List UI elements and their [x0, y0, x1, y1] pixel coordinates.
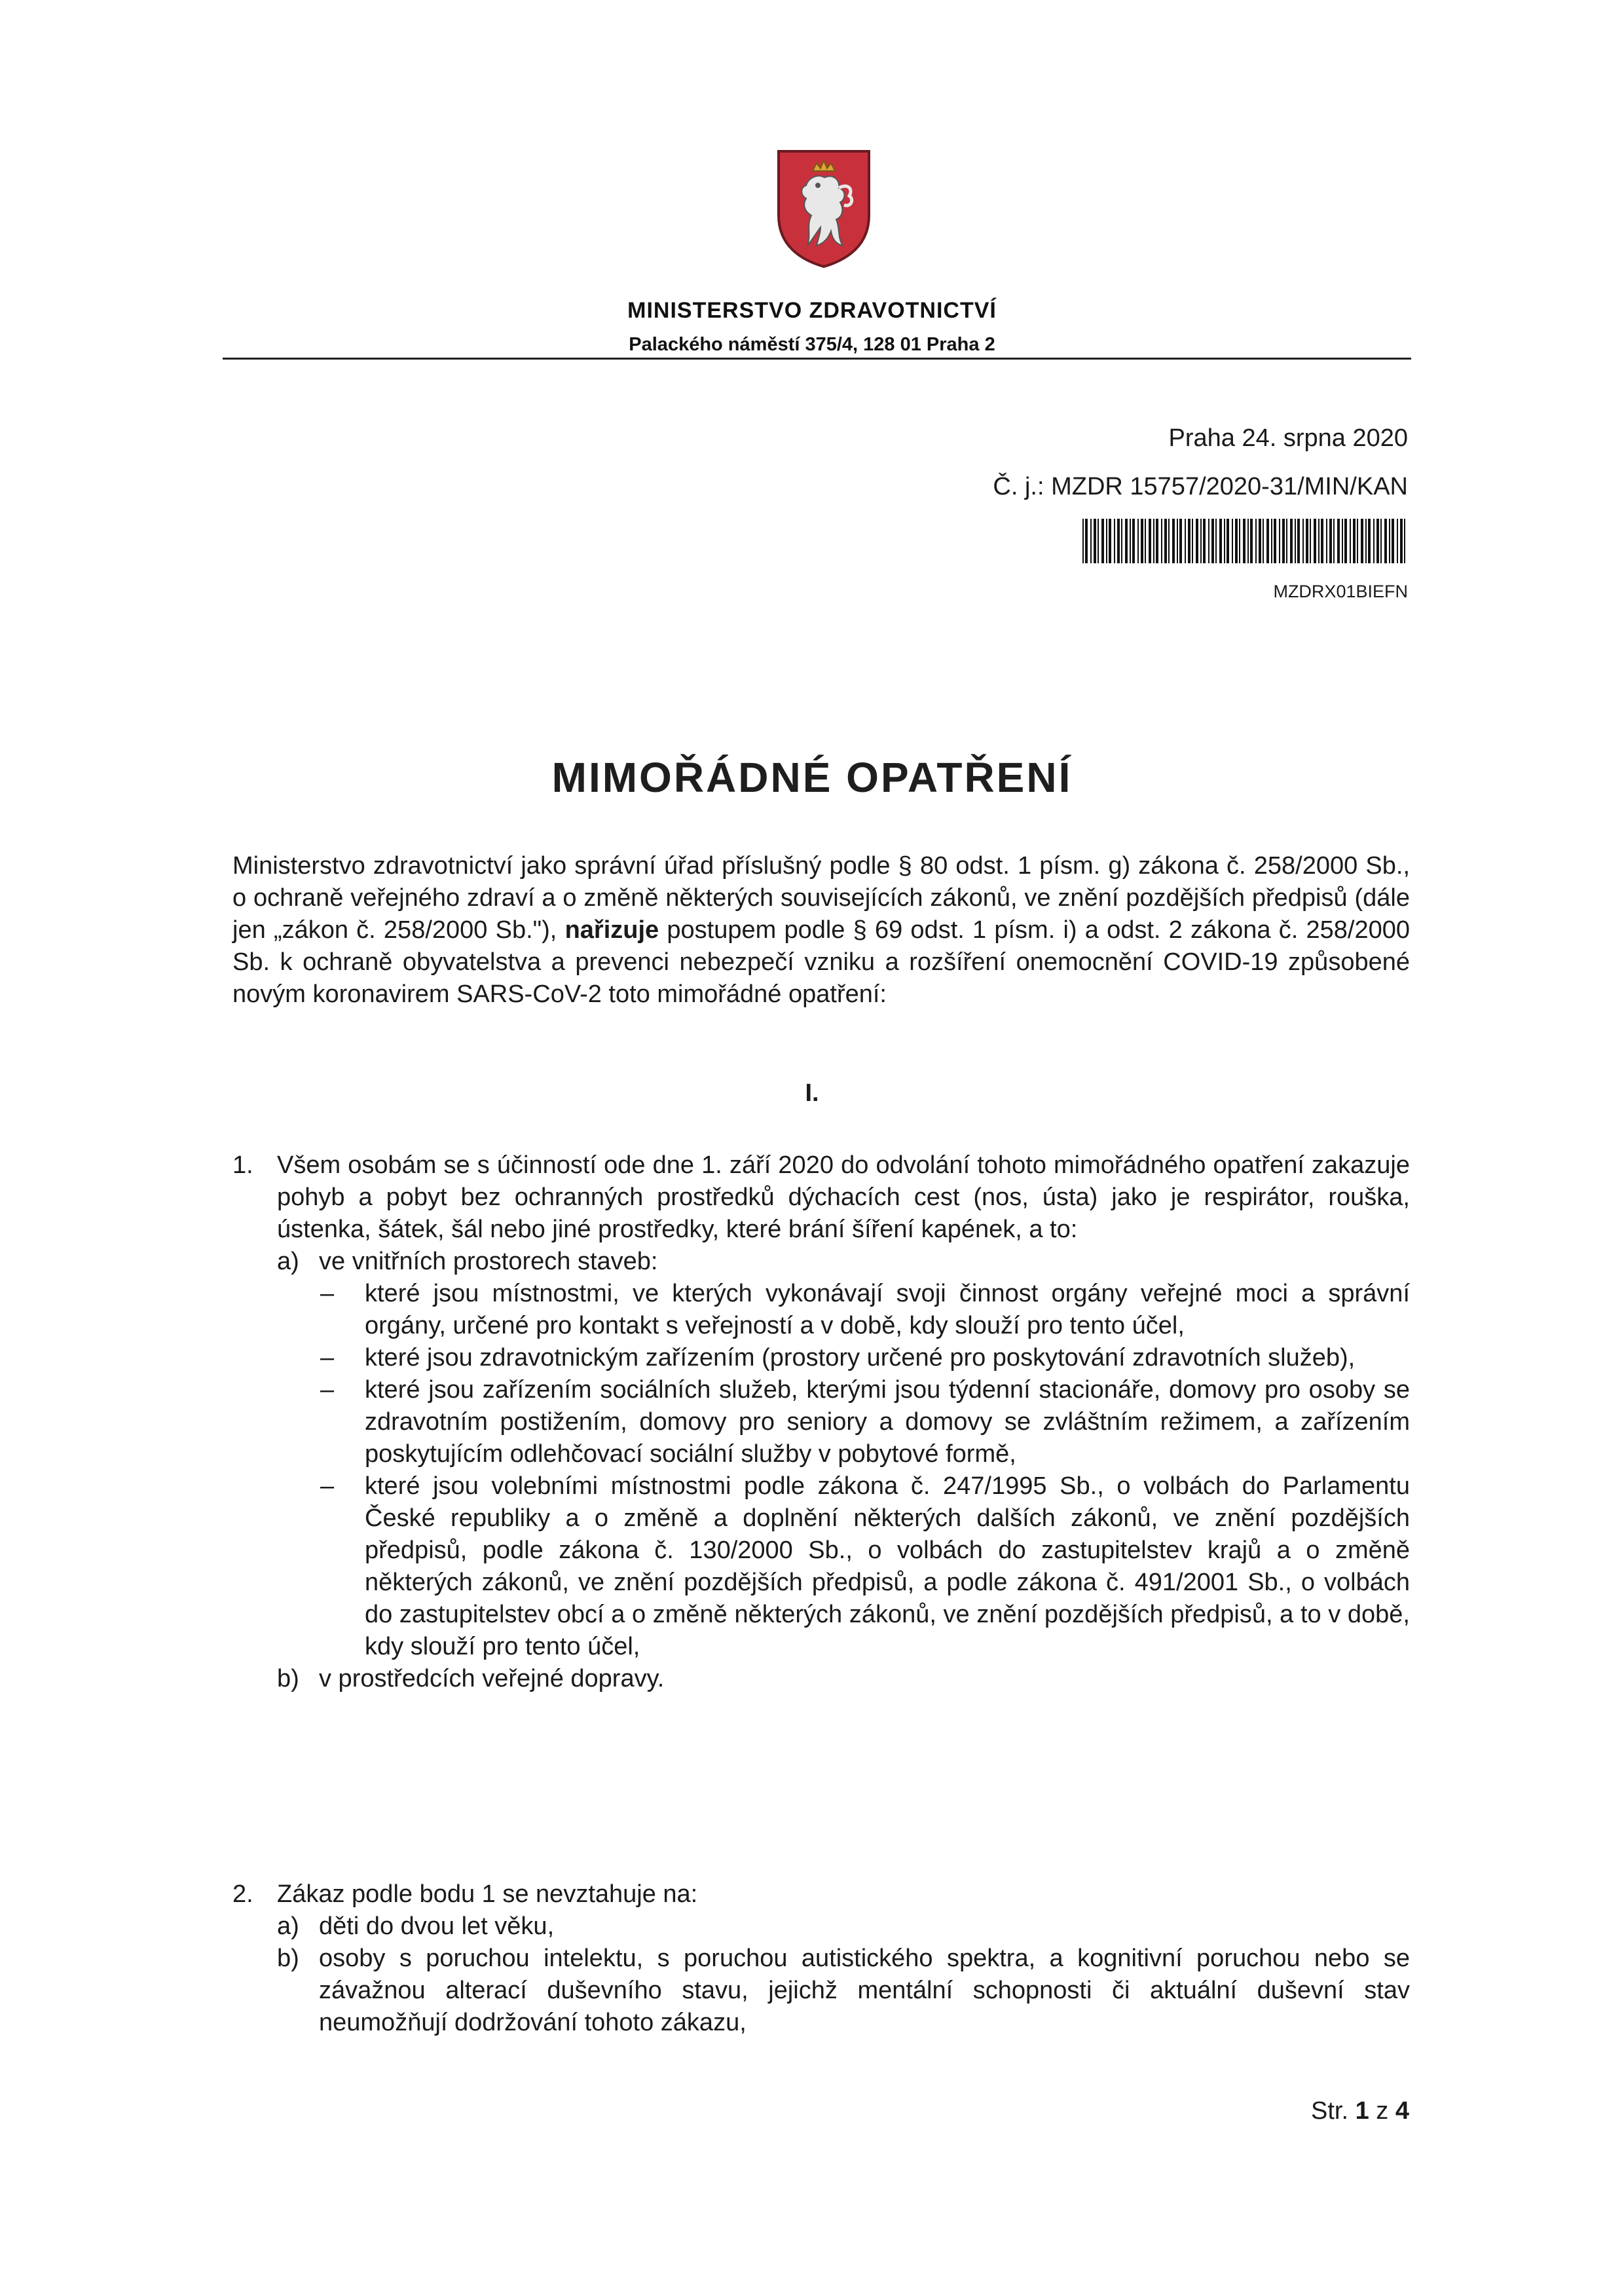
barcode-bar — [1384, 519, 1387, 563]
barcode-bar — [1263, 519, 1264, 563]
barcode-bar — [1232, 519, 1233, 563]
barcode-bar — [1141, 519, 1143, 563]
barcode-bar — [1333, 519, 1335, 563]
barcode-bar — [1224, 519, 1225, 563]
barcode-bar — [1153, 519, 1154, 563]
barcode-bar — [1295, 519, 1296, 563]
sub-item-letter: b) — [277, 1665, 299, 1692]
barcode-bar — [1259, 519, 1261, 563]
barcode-bar — [1094, 519, 1096, 563]
barcode-bar — [1353, 519, 1356, 563]
barcode-bar — [1321, 519, 1323, 563]
barcode-bar — [1314, 519, 1316, 563]
barcode-bar — [1310, 519, 1311, 563]
dash-mark: – — [320, 1376, 335, 1404]
barcode-bar — [1145, 519, 1146, 563]
dash-item — [320, 1278, 1410, 1342]
barcode-bar — [1326, 519, 1327, 563]
sub-item-text: děti do dvou let věku, — [319, 1912, 555, 1940]
barcode-bar — [1376, 519, 1379, 563]
dash-item-text: které jsou zařízením sociálních služeb, kterými jsou týdenní stacionáře, domovy pro osoby se zdravotním postižením, domovy pro seniory a domovy se zvláštním režimem, a zařízením poskytujícím odlehčovací sociální služby v pobytové formě, — [365, 1376, 1410, 1468]
sub-item-text: ve vnitřních prostorech staveb: — [319, 1248, 658, 1275]
barcode-bar — [1271, 519, 1272, 563]
barcode-bar — [1179, 519, 1182, 563]
sub-item — [277, 1911, 1410, 1943]
barcode-bar — [1250, 519, 1253, 563]
barcode-bar — [1188, 519, 1190, 563]
barcode-bar — [1400, 519, 1403, 563]
item-text: Všem osobám se s účinností ode dne 1. září 2020 do odvolání tohoto mimořádného opatření zakazuje pohyb a pobyt bez ochranných prostředků dýchacích cest (nos, ústa) jako je respirátor, rouška, ústenka, šátek, šál nebo jiné prostředky, které brání šíření kapének, a to: — [277, 1151, 1410, 1243]
sub-item — [277, 1663, 1410, 1695]
barcode-bar — [1302, 519, 1304, 563]
barcode-bar — [1337, 519, 1340, 563]
barcode-bar — [1132, 519, 1135, 563]
barcode-bar — [1215, 519, 1217, 563]
barcode-bar — [1306, 519, 1308, 563]
barcode-bar — [1109, 519, 1111, 563]
barcode-bar — [1156, 519, 1158, 563]
barcode-bar — [1192, 519, 1193, 563]
barcode-bar — [1274, 519, 1276, 563]
barcode-bar — [1318, 519, 1320, 563]
page-current: 1 — [1355, 2097, 1369, 2125]
intro-bold-verb: nařizuje — [564, 916, 659, 944]
barcode-bar — [1168, 519, 1170, 563]
barcode-bar — [1121, 519, 1122, 563]
dash-mark: – — [320, 1344, 335, 1371]
barcode-bar — [1177, 519, 1178, 563]
barcode-bar — [1286, 519, 1287, 563]
barcode-bar — [1243, 519, 1246, 563]
barcode-bar — [1266, 519, 1269, 563]
barcode-bar — [1114, 519, 1115, 563]
dash-item — [320, 1374, 1410, 1470]
dash-mark: – — [320, 1280, 335, 1307]
barcode-bar — [1357, 519, 1358, 563]
barcode-bar — [1219, 519, 1222, 563]
barcode-bar — [1098, 519, 1099, 563]
barcode-bar — [1389, 519, 1390, 563]
barcode-bar — [1196, 519, 1198, 563]
barcode-bar — [1185, 519, 1186, 563]
barcode-bar — [1203, 519, 1206, 563]
barcode-bar — [1380, 519, 1382, 563]
intro-text-end: postupem podle § 69 odst. 1 písm. i) a odst. 2 zákona č. 258/2000 Sb. k ochraně obyvatelstva a prevenci nebezpečí vzniku a rozšíření onemocnění COVID-19 způsobené novým koronavirem SARS-CoV-2 toto mimořádné opatření: — [232, 916, 1410, 1008]
sub-item-text: osoby s poruchou intelektu, s poruchou autistického spektra, a kognitivní poruchou nebo se závažnou alterací duševního stavu, jejichž mentální schopnosti či aktuální duševní stav neumožňují dodržování tohoto zákazu, — [319, 1945, 1410, 2036]
barcode-bar — [1125, 519, 1128, 563]
dash-mark: – — [320, 1472, 335, 1500]
barcode-bar — [1392, 519, 1394, 563]
sub-item-letter: b) — [277, 1945, 299, 1972]
item-number: 2. — [232, 1880, 253, 1908]
document-title: MIMOŘÁDNÉ OPATŘENÍ — [551, 754, 1073, 801]
barcode-bar — [1227, 519, 1229, 563]
barcode-bar — [1297, 519, 1300, 563]
barcode-bar — [1350, 519, 1351, 563]
barcode-bar — [1085, 519, 1088, 563]
barcode-bar — [1101, 519, 1104, 563]
state-emblem-icon — [775, 147, 873, 269]
dash-item-text: které jsou volebními místnostmi podle zákona č. 247/1995 Sb., o volbách do Parlamentu České republiky a o změně a doplnění některých dalších zákonů, ve znění pozdějších předpisů, podle zákona č. 130/2000 Sb., o volbách do zastupitelstev krajů a o změně některých zákonů, ve znění pozdějších předpisů, a podle zákona č. 491/2001 Sb., o volbách do zastupitelstev obcí a o změně některých zákonů, ve znění pozdějších předpisů, a to v době, kdy slouží pro tento účel, — [365, 1472, 1410, 1660]
barcode-bar — [1361, 519, 1363, 563]
page-total: 4 — [1395, 2097, 1409, 2125]
barcode-bar — [1344, 519, 1347, 563]
barcode-icon — [1082, 519, 1407, 563]
section-heading: I. — [805, 1079, 819, 1107]
barcode-text: MZDRX01BIEFN — [1273, 582, 1408, 601]
dash-item — [320, 1342, 1410, 1374]
barcode-bar — [1082, 519, 1084, 563]
barcode-bar — [1342, 519, 1343, 563]
item-number: 1. — [232, 1151, 253, 1179]
barcode-bar — [1090, 519, 1092, 563]
dash-item-text: které jsou zdravotnickým zařízením (prostory určené pro poskytování zdravotních služeb), — [365, 1344, 1356, 1371]
dash-item — [320, 1470, 1410, 1663]
item-text: Zákaz podle bodu 1 se nevztahuje na: — [277, 1880, 698, 1908]
barcode-bar — [1149, 519, 1151, 563]
ministry-address: Palackého náměstí 375/4, 128 01 Praha 2 — [629, 334, 995, 355]
sub-item-text: v prostředcích veřejné dopravy. — [319, 1665, 665, 1692]
sub-item-letter: a) — [277, 1248, 299, 1275]
barcode-bar — [1200, 519, 1202, 563]
barcode-bar — [1211, 519, 1214, 563]
dash-item-text: které jsou místnostmi, ve kterých vykonávají svoji činnost orgány veřejné moci a správní orgány, určené pro kontakt s veřejností a v době, kdy slouží pro tento účel, — [365, 1280, 1410, 1339]
intro-paragraph — [232, 850, 1410, 1011]
barcode-bar — [1404, 519, 1405, 563]
barcode-bar — [1373, 519, 1375, 563]
barcode-bar — [1164, 519, 1167, 563]
barcode-bar — [1117, 519, 1120, 563]
barcode-bar — [1255, 519, 1257, 563]
list-item — [232, 1878, 1410, 2039]
barcode-bar — [1106, 519, 1107, 563]
page-prefix: Str. — [1311, 2097, 1349, 2125]
barcode-bar — [1247, 519, 1249, 563]
page-number — [1311, 2097, 1409, 2125]
barcode-bar — [1329, 519, 1332, 563]
barcode-bar — [1368, 519, 1371, 563]
reference-number: Č. j.: MZDR 15757/2020-31/MIN/KAN — [993, 473, 1408, 500]
barcode-bar — [1239, 519, 1240, 563]
place-date: Praha 24. srpna 2020 — [1168, 424, 1408, 452]
barcode-bar — [1365, 519, 1367, 563]
sub-item-letter: a) — [277, 1912, 299, 1940]
sub-item — [277, 1943, 1410, 2039]
barcode-bar — [1397, 519, 1398, 563]
barcode-bar — [1282, 519, 1285, 563]
barcode-bar — [1137, 519, 1139, 563]
intro-text-start: Ministerstvo zdravotnictví jako správní úřad příslušný podle § 80 odst. 1 písm. g) zákona č. 258/2000 Sb., o ochraně veřejného zdraví a o změně některých souvisejících zákonů, ve znění pozdějších předpisů (dále jen „zákon č. 258/2000 Sb."), — [232, 852, 1410, 944]
barcode-bar — [1172, 519, 1175, 563]
barcode-bar — [1161, 519, 1162, 563]
sub-item — [277, 1246, 1410, 1278]
list-item — [232, 1149, 1410, 1695]
barcode-bar — [1208, 519, 1209, 563]
page-sep: z — [1376, 2097, 1389, 2125]
header-divider — [223, 358, 1411, 360]
barcode-bar — [1130, 519, 1131, 563]
barcode-bar — [1290, 519, 1293, 563]
barcode-bar — [1279, 519, 1280, 563]
barcode-bar — [1235, 519, 1238, 563]
ministry-name: MINISTERSTVO ZDRAVOTNICTVÍ — [627, 298, 997, 323]
